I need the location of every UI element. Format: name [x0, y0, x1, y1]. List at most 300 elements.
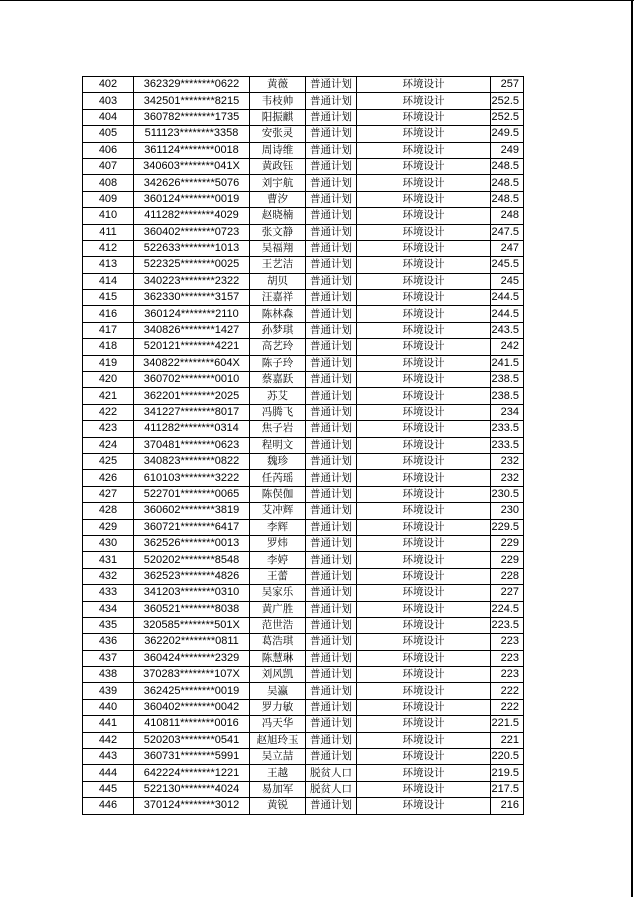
row-number-cell: 433	[83, 585, 134, 601]
table-row	[83, 650, 524, 666]
student-name-cell: 吴立喆	[250, 749, 306, 765]
table-row	[83, 585, 524, 601]
score-cell: 229	[491, 552, 524, 568]
student-name-cell: 李辉	[250, 519, 306, 535]
id-number-cell: 362202********0811	[134, 634, 250, 650]
plan-type-cell: 普通计划	[306, 77, 357, 93]
row-number-cell: 428	[83, 503, 134, 519]
score-cell: 224.5	[491, 601, 524, 617]
id-number-cell: 360402********0723	[134, 224, 250, 240]
major-cell: 环境设计	[357, 798, 491, 814]
row-number-cell: 404	[83, 109, 134, 125]
score-cell: 217.5	[491, 781, 524, 797]
student-name-cell: 孙梦琪	[250, 322, 306, 338]
id-number-cell: 520203********0541	[134, 732, 250, 748]
student-name-cell: 高艺玲	[250, 339, 306, 355]
row-number-cell: 406	[83, 142, 134, 158]
major-cell: 环境设计	[357, 77, 491, 93]
row-number-cell: 414	[83, 273, 134, 289]
table-row	[83, 699, 524, 715]
major-cell: 环境设计	[357, 765, 491, 781]
row-number-cell: 422	[83, 404, 134, 420]
row-number-cell: 439	[83, 683, 134, 699]
student-name-cell: 黄锐	[250, 798, 306, 814]
table-row	[83, 749, 524, 765]
student-name-cell: 黄薇	[250, 77, 306, 93]
score-cell: 238.5	[491, 372, 524, 388]
table-row	[83, 93, 524, 109]
id-number-cell: 410811********0016	[134, 716, 250, 732]
table-row	[83, 601, 524, 617]
major-cell: 环境设计	[357, 519, 491, 535]
table-row	[83, 191, 524, 207]
plan-type-cell: 普通计划	[306, 519, 357, 535]
major-cell: 环境设计	[357, 699, 491, 715]
table-row	[83, 372, 524, 388]
plan-type-cell: 普通计划	[306, 404, 357, 420]
row-number-cell: 417	[83, 322, 134, 338]
table-row	[83, 388, 524, 404]
major-cell: 环境设计	[357, 322, 491, 338]
score-cell: 248	[491, 208, 524, 224]
table-row	[83, 470, 524, 486]
student-name-cell: 陈慧琳	[250, 650, 306, 666]
student-name-cell: 冯天华	[250, 716, 306, 732]
page-right-border	[631, 0, 633, 897]
table-row	[83, 716, 524, 732]
score-cell: 247.5	[491, 224, 524, 240]
id-number-cell: 370124********3012	[134, 798, 250, 814]
table-row	[83, 765, 524, 781]
plan-type-cell: 普通计划	[306, 257, 357, 273]
row-number-cell: 412	[83, 240, 134, 256]
row-number-cell: 435	[83, 617, 134, 633]
row-number-cell: 409	[83, 191, 134, 207]
table-row	[83, 519, 524, 535]
score-cell: 223	[491, 650, 524, 666]
major-cell: 环境设计	[357, 683, 491, 699]
plan-type-cell: 普通计划	[306, 667, 357, 683]
major-cell: 环境设计	[357, 732, 491, 748]
id-number-cell: 360602********3819	[134, 503, 250, 519]
id-number-cell: 340823********0822	[134, 453, 250, 469]
plan-type-cell: 普通计划	[306, 224, 357, 240]
id-number-cell: 320585********501X	[134, 617, 250, 633]
row-number-cell: 430	[83, 535, 134, 551]
major-cell: 环境设计	[357, 126, 491, 142]
score-cell: 243.5	[491, 322, 524, 338]
plan-type-cell: 普通计划	[306, 355, 357, 371]
student-name-cell: 任芮瑶	[250, 470, 306, 486]
id-number-cell: 511123********3358	[134, 126, 250, 142]
row-number-cell: 426	[83, 470, 134, 486]
plan-type-cell: 普通计划	[306, 552, 357, 568]
student-name-cell: 赵旭玲玉	[250, 732, 306, 748]
major-cell: 环境设计	[357, 158, 491, 174]
table-row	[83, 208, 524, 224]
plan-type-cell: 普通计划	[306, 568, 357, 584]
student-name-cell: 汪嘉祥	[250, 290, 306, 306]
row-number-cell: 444	[83, 765, 134, 781]
score-cell: 232	[491, 453, 524, 469]
student-name-cell: 罗炜	[250, 535, 306, 551]
table-row	[83, 781, 524, 797]
id-number-cell: 362329********0622	[134, 77, 250, 93]
major-cell: 环境设计	[357, 601, 491, 617]
major-cell: 环境设计	[357, 175, 491, 191]
table-row	[83, 634, 524, 650]
student-name-cell: 易加军	[250, 781, 306, 797]
score-cell: 222	[491, 699, 524, 715]
major-cell: 环境设计	[357, 667, 491, 683]
student-name-cell: 范世浩	[250, 617, 306, 633]
student-name-cell: 冯腾飞	[250, 404, 306, 420]
row-number-cell: 419	[83, 355, 134, 371]
table-row	[83, 486, 524, 502]
major-cell: 环境设计	[357, 568, 491, 584]
row-number-cell: 421	[83, 388, 134, 404]
row-number-cell: 434	[83, 601, 134, 617]
admission-roster-table	[82, 76, 524, 815]
row-number-cell: 415	[83, 290, 134, 306]
plan-type-cell: 普通计划	[306, 191, 357, 207]
table-row	[83, 503, 524, 519]
id-number-cell: 370481********0623	[134, 437, 250, 453]
plan-type-cell: 普通计划	[306, 208, 357, 224]
table-row	[83, 437, 524, 453]
row-number-cell: 437	[83, 650, 134, 666]
major-cell: 环境设计	[357, 716, 491, 732]
major-cell: 环境设计	[357, 535, 491, 551]
row-number-cell: 403	[83, 93, 134, 109]
plan-type-cell: 普通计划	[306, 453, 357, 469]
id-number-cell: 370283********107X	[134, 667, 250, 683]
major-cell: 环境设计	[357, 421, 491, 437]
table-row	[83, 453, 524, 469]
score-cell: 222	[491, 683, 524, 699]
major-cell: 环境设计	[357, 617, 491, 633]
plan-type-cell: 普通计划	[306, 437, 357, 453]
id-number-cell: 522633********1013	[134, 240, 250, 256]
major-cell: 环境设计	[357, 257, 491, 273]
roster-body	[83, 77, 524, 815]
major-cell: 环境设计	[357, 109, 491, 125]
row-number-cell: 416	[83, 306, 134, 322]
plan-type-cell: 普通计划	[306, 470, 357, 486]
plan-type-cell: 普通计划	[306, 601, 357, 617]
student-name-cell: 陈俣伽	[250, 486, 306, 502]
plan-type-cell: 普通计划	[306, 699, 357, 715]
id-number-cell: 360424********2329	[134, 650, 250, 666]
id-number-cell: 340603********041X	[134, 158, 250, 174]
score-cell: 230.5	[491, 486, 524, 502]
score-cell: 241.5	[491, 355, 524, 371]
table-row	[83, 273, 524, 289]
id-number-cell: 341203********0310	[134, 585, 250, 601]
plan-type-cell: 脱贫人口	[306, 781, 357, 797]
score-cell: 228	[491, 568, 524, 584]
plan-type-cell: 普通计划	[306, 306, 357, 322]
plan-type-cell: 普通计划	[306, 175, 357, 191]
score-cell: 247	[491, 240, 524, 256]
major-cell: 环境设计	[357, 224, 491, 240]
row-number-cell: 427	[83, 486, 134, 502]
major-cell: 环境设计	[357, 634, 491, 650]
row-number-cell: 410	[83, 208, 134, 224]
plan-type-cell: 普通计划	[306, 290, 357, 306]
table-row	[83, 683, 524, 699]
table-row	[83, 257, 524, 273]
score-cell: 245	[491, 273, 524, 289]
major-cell: 环境设计	[357, 388, 491, 404]
table-row	[83, 142, 524, 158]
major-cell: 环境设计	[357, 355, 491, 371]
id-number-cell: 360702********0010	[134, 372, 250, 388]
score-cell: 248.5	[491, 158, 524, 174]
id-number-cell: 362523********4826	[134, 568, 250, 584]
row-number-cell: 432	[83, 568, 134, 584]
id-number-cell: 360124********2110	[134, 306, 250, 322]
plan-type-cell: 普通计划	[306, 617, 357, 633]
major-cell: 环境设计	[357, 585, 491, 601]
id-number-cell: 342501********8215	[134, 93, 250, 109]
major-cell: 环境设计	[357, 552, 491, 568]
plan-type-cell: 普通计划	[306, 585, 357, 601]
major-cell: 环境设计	[357, 650, 491, 666]
score-cell: 249	[491, 142, 524, 158]
row-number-cell: 445	[83, 781, 134, 797]
student-name-cell: 安张灵	[250, 126, 306, 142]
score-cell: 248.5	[491, 191, 524, 207]
id-number-cell: 411282********0314	[134, 421, 250, 437]
id-number-cell: 360721********6417	[134, 519, 250, 535]
score-cell: 257	[491, 77, 524, 93]
major-cell: 环境设计	[357, 93, 491, 109]
table-row	[83, 552, 524, 568]
major-cell: 环境设计	[357, 486, 491, 502]
student-name-cell: 吴福翔	[250, 240, 306, 256]
table-row	[83, 732, 524, 748]
row-number-cell: 438	[83, 667, 134, 683]
plan-type-cell: 普通计划	[306, 650, 357, 666]
student-name-cell: 周诗维	[250, 142, 306, 158]
table-row	[83, 404, 524, 420]
row-number-cell: 405	[83, 126, 134, 142]
plan-type-cell: 普通计划	[306, 240, 357, 256]
plan-type-cell: 普通计划	[306, 732, 357, 748]
major-cell: 环境设计	[357, 437, 491, 453]
row-number-cell: 443	[83, 749, 134, 765]
id-number-cell: 361124********0018	[134, 142, 250, 158]
student-name-cell: 李婷	[250, 552, 306, 568]
student-name-cell: 王艺洁	[250, 257, 306, 273]
student-name-cell: 黄政钰	[250, 158, 306, 174]
table-row	[83, 175, 524, 191]
score-cell: 223	[491, 667, 524, 683]
major-cell: 环境设计	[357, 404, 491, 420]
table-row	[83, 798, 524, 814]
score-cell: 233.5	[491, 421, 524, 437]
major-cell: 环境设计	[357, 191, 491, 207]
student-name-cell: 陈子玲	[250, 355, 306, 371]
table-row	[83, 355, 524, 371]
plan-type-cell: 普通计划	[306, 339, 357, 355]
id-number-cell: 362330********3157	[134, 290, 250, 306]
score-cell: 223.5	[491, 617, 524, 633]
plan-type-cell: 普通计划	[306, 634, 357, 650]
table-row	[83, 224, 524, 240]
major-cell: 环境设计	[357, 208, 491, 224]
id-number-cell: 520202********8548	[134, 552, 250, 568]
major-cell: 环境设计	[357, 503, 491, 519]
score-cell: 234	[491, 404, 524, 420]
table-row	[83, 290, 524, 306]
row-number-cell: 425	[83, 453, 134, 469]
table-row	[83, 568, 524, 584]
student-name-cell: 艾冲辉	[250, 503, 306, 519]
student-name-cell: 苏艾	[250, 388, 306, 404]
student-name-cell: 葛浩琪	[250, 634, 306, 650]
table-row	[83, 667, 524, 683]
major-cell: 环境设计	[357, 290, 491, 306]
major-cell: 环境设计	[357, 781, 491, 797]
student-name-cell: 刘风凯	[250, 667, 306, 683]
score-cell: 252.5	[491, 93, 524, 109]
score-cell: 216	[491, 798, 524, 814]
score-cell: 232	[491, 470, 524, 486]
row-number-cell: 431	[83, 552, 134, 568]
student-name-cell: 胡贝	[250, 273, 306, 289]
table-row	[83, 306, 524, 322]
student-name-cell: 张文静	[250, 224, 306, 240]
id-number-cell: 341227********8017	[134, 404, 250, 420]
id-number-cell: 362201********2025	[134, 388, 250, 404]
id-number-cell: 522130********4024	[134, 781, 250, 797]
student-name-cell: 罗力敏	[250, 699, 306, 715]
plan-type-cell: 普通计划	[306, 503, 357, 519]
plan-type-cell: 普通计划	[306, 142, 357, 158]
id-number-cell: 340223********2322	[134, 273, 250, 289]
score-cell: 248.5	[491, 175, 524, 191]
student-name-cell: 吴瀛	[250, 683, 306, 699]
row-number-cell: 436	[83, 634, 134, 650]
plan-type-cell: 普通计划	[306, 486, 357, 502]
table-row	[83, 322, 524, 338]
score-cell: 223	[491, 634, 524, 650]
student-name-cell: 刘宇航	[250, 175, 306, 191]
score-cell: 242	[491, 339, 524, 355]
student-name-cell: 曹汐	[250, 191, 306, 207]
student-name-cell: 赵晓楠	[250, 208, 306, 224]
student-name-cell: 吴家乐	[250, 585, 306, 601]
student-name-cell: 魏珍	[250, 453, 306, 469]
plan-type-cell: 普通计划	[306, 109, 357, 125]
plan-type-cell: 普通计划	[306, 372, 357, 388]
id-number-cell: 360782********1735	[134, 109, 250, 125]
score-cell: 249.5	[491, 126, 524, 142]
id-number-cell: 411282********4029	[134, 208, 250, 224]
score-cell: 230	[491, 503, 524, 519]
student-name-cell: 程明文	[250, 437, 306, 453]
plan-type-cell: 普通计划	[306, 273, 357, 289]
major-cell: 环境设计	[357, 749, 491, 765]
score-cell: 220.5	[491, 749, 524, 765]
major-cell: 环境设计	[357, 453, 491, 469]
row-number-cell: 420	[83, 372, 134, 388]
page-top-border	[0, 0, 634, 1]
table-row	[83, 339, 524, 355]
major-cell: 环境设计	[357, 240, 491, 256]
id-number-cell: 360124********0019	[134, 191, 250, 207]
plan-type-cell: 普通计划	[306, 798, 357, 814]
row-number-cell: 402	[83, 77, 134, 93]
row-number-cell: 442	[83, 732, 134, 748]
row-number-cell: 440	[83, 699, 134, 715]
table-row	[83, 126, 524, 142]
row-number-cell: 418	[83, 339, 134, 355]
student-name-cell: 黄广胜	[250, 601, 306, 617]
id-number-cell: 360521********8038	[134, 601, 250, 617]
row-number-cell: 411	[83, 224, 134, 240]
plan-type-cell: 普通计划	[306, 126, 357, 142]
plan-type-cell: 脱贫人口	[306, 765, 357, 781]
row-number-cell: 446	[83, 798, 134, 814]
row-number-cell: 424	[83, 437, 134, 453]
student-name-cell: 阳振麒	[250, 109, 306, 125]
plan-type-cell: 普通计划	[306, 683, 357, 699]
id-number-cell: 360402********0042	[134, 699, 250, 715]
table-row	[83, 240, 524, 256]
table-row	[83, 617, 524, 633]
id-number-cell: 642224********1221	[134, 765, 250, 781]
score-cell: 229	[491, 535, 524, 551]
row-number-cell: 441	[83, 716, 134, 732]
plan-type-cell: 普通计划	[306, 322, 357, 338]
score-cell: 221.5	[491, 716, 524, 732]
score-cell: 233.5	[491, 437, 524, 453]
id-number-cell: 522325********0025	[134, 257, 250, 273]
id-number-cell: 520121********4221	[134, 339, 250, 355]
id-number-cell: 522701********0065	[134, 486, 250, 502]
plan-type-cell: 普通计划	[306, 158, 357, 174]
student-name-cell: 陈林森	[250, 306, 306, 322]
score-cell: 229.5	[491, 519, 524, 535]
plan-type-cell: 普通计划	[306, 421, 357, 437]
table-row	[83, 158, 524, 174]
id-number-cell: 610103********3222	[134, 470, 250, 486]
score-cell: 244.5	[491, 306, 524, 322]
plan-type-cell: 普通计划	[306, 93, 357, 109]
major-cell: 环境设计	[357, 273, 491, 289]
id-number-cell: 362526********0013	[134, 535, 250, 551]
score-cell: 227	[491, 585, 524, 601]
table-row	[83, 535, 524, 551]
score-cell: 245.5	[491, 257, 524, 273]
plan-type-cell: 普通计划	[306, 388, 357, 404]
student-name-cell: 蔡嘉跃	[250, 372, 306, 388]
score-cell: 238.5	[491, 388, 524, 404]
major-cell: 环境设计	[357, 470, 491, 486]
student-name-cell: 焦子岩	[250, 421, 306, 437]
student-name-cell: 王越	[250, 765, 306, 781]
score-cell: 252.5	[491, 109, 524, 125]
row-number-cell: 423	[83, 421, 134, 437]
major-cell: 环境设计	[357, 142, 491, 158]
plan-type-cell: 普通计划	[306, 749, 357, 765]
id-number-cell: 362425********0019	[134, 683, 250, 699]
plan-type-cell: 普通计划	[306, 535, 357, 551]
id-number-cell: 340822********604X	[134, 355, 250, 371]
